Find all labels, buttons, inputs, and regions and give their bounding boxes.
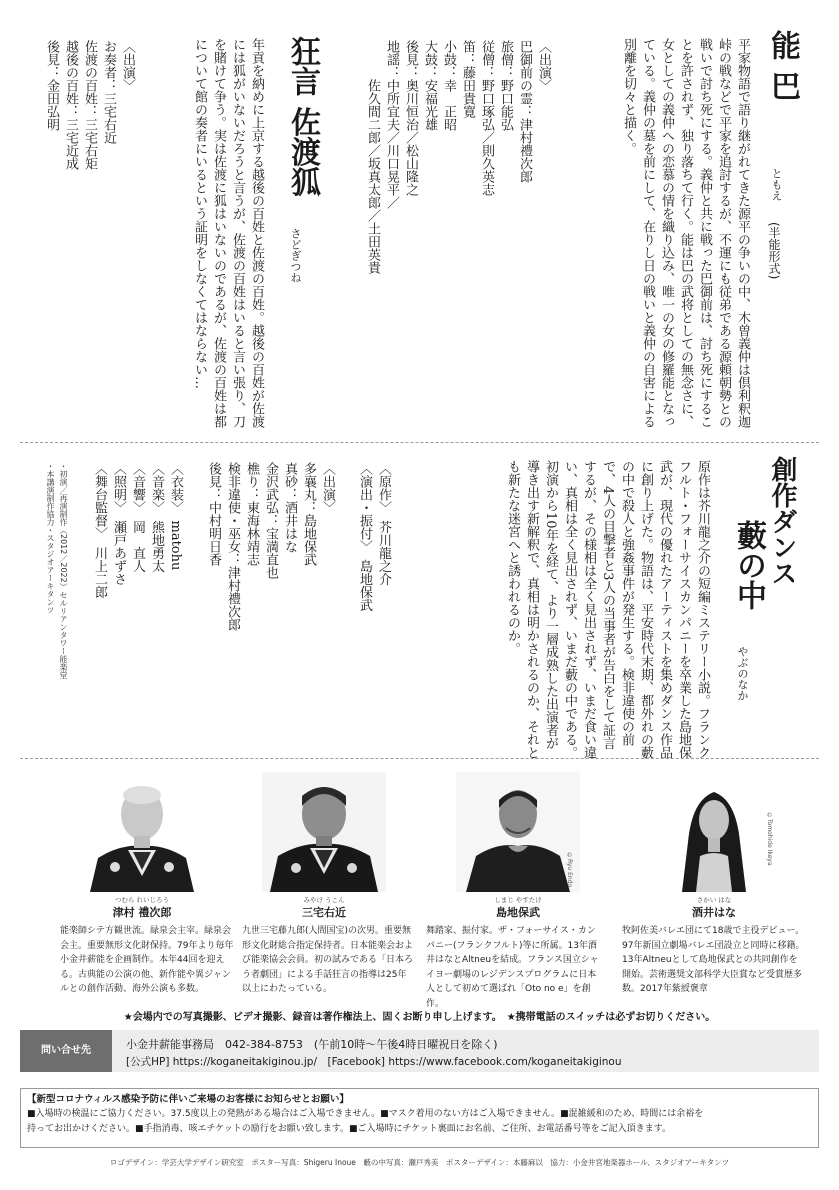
- footer-credits: ロゴデザイン：学芸大学デザイン研究室 ポスター写真：Shigeru Inoue 藪の中写真：瀬戸秀美 ポスターデザイン：本藤麻以 協力：小金井宮地楽器ホール、スタジオアーキタンツ: [109, 1158, 730, 1167]
- dance-credit-original: 〈原作〉 芥川龍之介: [376, 462, 391, 586]
- noh-cast-1: 巴御前の霊：津村禮次郎: [517, 40, 532, 183]
- covid-line-1: ■入場時の検温にご協力ください。37.5度以上の発熱がある場合はご入場できません。■マスク着用のない方はご入場できません。■混雑緩和のため、時間には余裕を: [27, 1109, 704, 1119]
- profile-4-desc: 牧阿佐美バレエ団にて18歳で主役デビュー。97年新国立劇場バレエ団設立と同時に移籍。13年Altneuとして島地保武との共同創作を開始。芸術選奨文部科学大臣賞など受賞歴多数。2017年紫綬褒章: [622, 926, 805, 994]
- covid-box: [20, 1088, 819, 1148]
- dance-staff-1: 〈衣装〉 matohu: [168, 462, 183, 571]
- kyogen-cast-3: 越後の百姓：三宅近成: [63, 40, 78, 170]
- kyogen-cast-4: 後見：金田弘明: [44, 40, 59, 131]
- kyogen-title-ruby: さどぎつね: [289, 228, 302, 283]
- contact-phone: 小金井薪能事務局 042-384-8753 (午前10時～午後4時日曜祝日を除く): [126, 1038, 498, 1051]
- photo-sakai: [652, 772, 776, 892]
- photo-divider: [20, 758, 819, 759]
- dance-note-1: ・初演／再演制作（2012／2022）セルリアンタワー能楽堂: [59, 462, 68, 679]
- dance-cast-label: 〈出演〉: [320, 462, 335, 514]
- profile-4-photo-credit: ©Tomohide Ikeya: [766, 812, 773, 866]
- profile-1-name: 津村 禮次郎: [112, 906, 172, 919]
- kyogen-title: 狂言 佐渡狐: [285, 36, 320, 197]
- photo-miyake: [262, 772, 386, 892]
- kyogen-cast-1: お奏者：三宅右近: [101, 40, 116, 144]
- noh-cast-label: 〈出演〉: [536, 40, 551, 92]
- kyogen-cast-2: 佐渡の百姓：三宅右矩: [82, 40, 97, 170]
- profile-3-ruby: しまじ やすたけ: [494, 896, 542, 904]
- dance-cast-3: 金沢武弘：宝満直也: [263, 462, 278, 579]
- noh-form: (半能形式): [767, 222, 781, 280]
- dance-note-2: ・本講演制作協力・スタジオアーキタンツ: [46, 462, 55, 614]
- kyogen-synopsis: 年貢を納めに上京する越後の百姓と佐渡の百姓。越後の百姓が佐渡には狐がいないだろうと言うが、佐渡の百姓はいると言い張り、刀を賭けて争う。実は佐渡に狐はいないのであるが、佐渡の百姓は都について館の奏者にいるという証明をしなくてはならない…: [192, 38, 264, 428]
- noh-cast-3: 従僧：野口琢弘／則久英志: [479, 40, 494, 196]
- profile-4-ruby: さかい はな: [696, 896, 732, 904]
- dance-category: 創作ダンス: [767, 456, 797, 586]
- dance-cast-1: 多襄丸：島地保武: [301, 462, 316, 566]
- profile-1-ruby: つむら れいじろう: [114, 896, 170, 904]
- dance-title-ruby: やぶのなか: [736, 646, 749, 701]
- profile-2-desc: 九世三宅藤九郎(人間国宝)の次男。重要無形文化財総合指定保持者。日本能楽会および能楽協会会員。初の試みである「日本ろう者劇団」による手話狂言の指導は25年以上にわたっている。: [242, 926, 414, 994]
- dance-title: 藪の中: [731, 520, 766, 610]
- profile-3-photo-credit: ©Ryu Endo: [566, 852, 573, 888]
- noh-cast-6: 大鼓：安福光雄: [422, 40, 437, 131]
- contact-web[interactable]: [公式HP] https://koganeitakiginou.jp/ [Facebook] https://www.facebook.com/koganeitakiginou: [126, 1056, 622, 1068]
- profile-2-name: 三宅右近: [302, 906, 346, 919]
- notice: ★会場内での写真撮影、ビデオ撮影、録音は著作権法上、固くお断り申し上げます。 ★携帯電話のスイッチは必ずお切りください。: [123, 1012, 716, 1023]
- noh-cast-4: 笛：藤田貴寛: [460, 40, 475, 118]
- dance-cast-4: 樵り：東海林靖志: [244, 462, 259, 566]
- contact-box: [20, 1030, 819, 1072]
- dance-cast-5: 検非違使・巫女：津村禮次郎: [225, 462, 240, 631]
- dance-staff-4: 〈照明〉 瀬戸あずさ: [111, 462, 126, 586]
- contact-label: 問い合せ先: [20, 1030, 112, 1072]
- noh-cast-5: 小鼓：幸 正昭: [441, 40, 456, 131]
- covid-title: 【新型コロナウィルス感染予防に伴いご来場のお客様にお知らせとお願い】: [27, 1094, 349, 1105]
- noh-cast-9: 佐久間二郎／坂真太郎／土田英貴: [365, 40, 380, 274]
- noh-synopsis: 平家物語で語り継がれてきた源平の争いの中、木曽義仲は倶利釈迦峠の戦などで平家を追討するが、不運にも従弟である源頼朝勢との戦いで討ち死にする。義仲と共に戦った巴御前は、討ち死にすることを許されず、独り落ちて行く。能は巴の武将としての無念さに、女としての義仲への恋慕の情を織り込み、唯一の女の修羅能となっている。義仲の墓を前にして、在りし日の戦いと義仲の自害による別離を切々と描く。: [621, 38, 750, 428]
- kyogen-cast-label: 〈出演〉: [120, 40, 135, 92]
- dance-synopsis: 原作は芥川龍之介の短編ミステリー小説。フランクフルト・フォーサイスカンパニーを卒業した島地保武が、現代の優れたアーティストを集めダンス作品に創り上げた。物語は、平安時代末期、都外れの藪の中で殺人と強姦事件が発生する。検非違使の前で、4人の目撃者と3人の当事者が告白をして証言するが、その様相は全く見出されず、いまだ食い違い、真相は全く見出されず、いまだ藪の中である。初演から10年を経て、より一層成熟した出演者が導き出す新解釈で、真相は明かされるのか、それとも新たな迷宮へと誘われるのか。: [505, 460, 710, 759]
- profile-2-ruby: みやけ うこん: [303, 896, 345, 904]
- dance-cast-2: 真砂：酒井はな: [282, 462, 297, 553]
- covid-line-2: 持ってお出かけください。■手指消毒、咳エチケットの励行をお願い致します。■ご入場時にチケット裏面にお名前、ご住所、お電話番号等をご記入頂きます。: [27, 1124, 671, 1134]
- noh-cast-7: 後見：奥川恒治／松山隆之: [403, 40, 418, 196]
- noh-title-ruby: ともえ: [770, 168, 783, 201]
- profile-1-desc: 能楽師シテ方観世流。緑泉会主宰。緑泉会会主。重要無形文化財保持。79年より毎年小金井薪能を企画制作。本年44回を迎える。古典能の公演の他、新作能や異ジャンルとの創作活動、海外公演も多数。: [60, 926, 234, 994]
- dance-cast-6: 後見：中村明日香: [206, 462, 221, 566]
- photo-tsumura: [80, 772, 204, 892]
- photo-shimaji: [456, 772, 580, 892]
- profile-4-name: 酒井はな: [692, 906, 736, 919]
- noh-cast-8: 地謡：中所宜夫／川口晃平／: [384, 40, 399, 209]
- profile-3-name: 島地保武: [496, 906, 540, 919]
- dance-staff-2: 〈音楽〉 熊地勇太: [149, 462, 164, 573]
- section-divider: [20, 442, 819, 443]
- dance-staff-5: 〈舞台監督〉 川上二郎: [92, 462, 107, 599]
- dance-staff-3: 〈音響〉 岡 直人: [130, 462, 145, 573]
- noh-cast-2: 旅僧：野口能弘: [498, 40, 513, 131]
- dance-credit-director: 〈演出・振付〉 島地保武: [357, 462, 372, 612]
- noh-title: 能 巴: [765, 30, 800, 101]
- profile-3-desc: 舞踏家、振付家。ザ・フォーサイス・カンパニー(フランクフルト)等に所属。13年酒井はなとAltneuを結成。フランス国立シャイヨー劇場のレジデンスプログラムに日本人として初めて選ばれ「Oto no e」を創作。: [426, 926, 599, 1009]
